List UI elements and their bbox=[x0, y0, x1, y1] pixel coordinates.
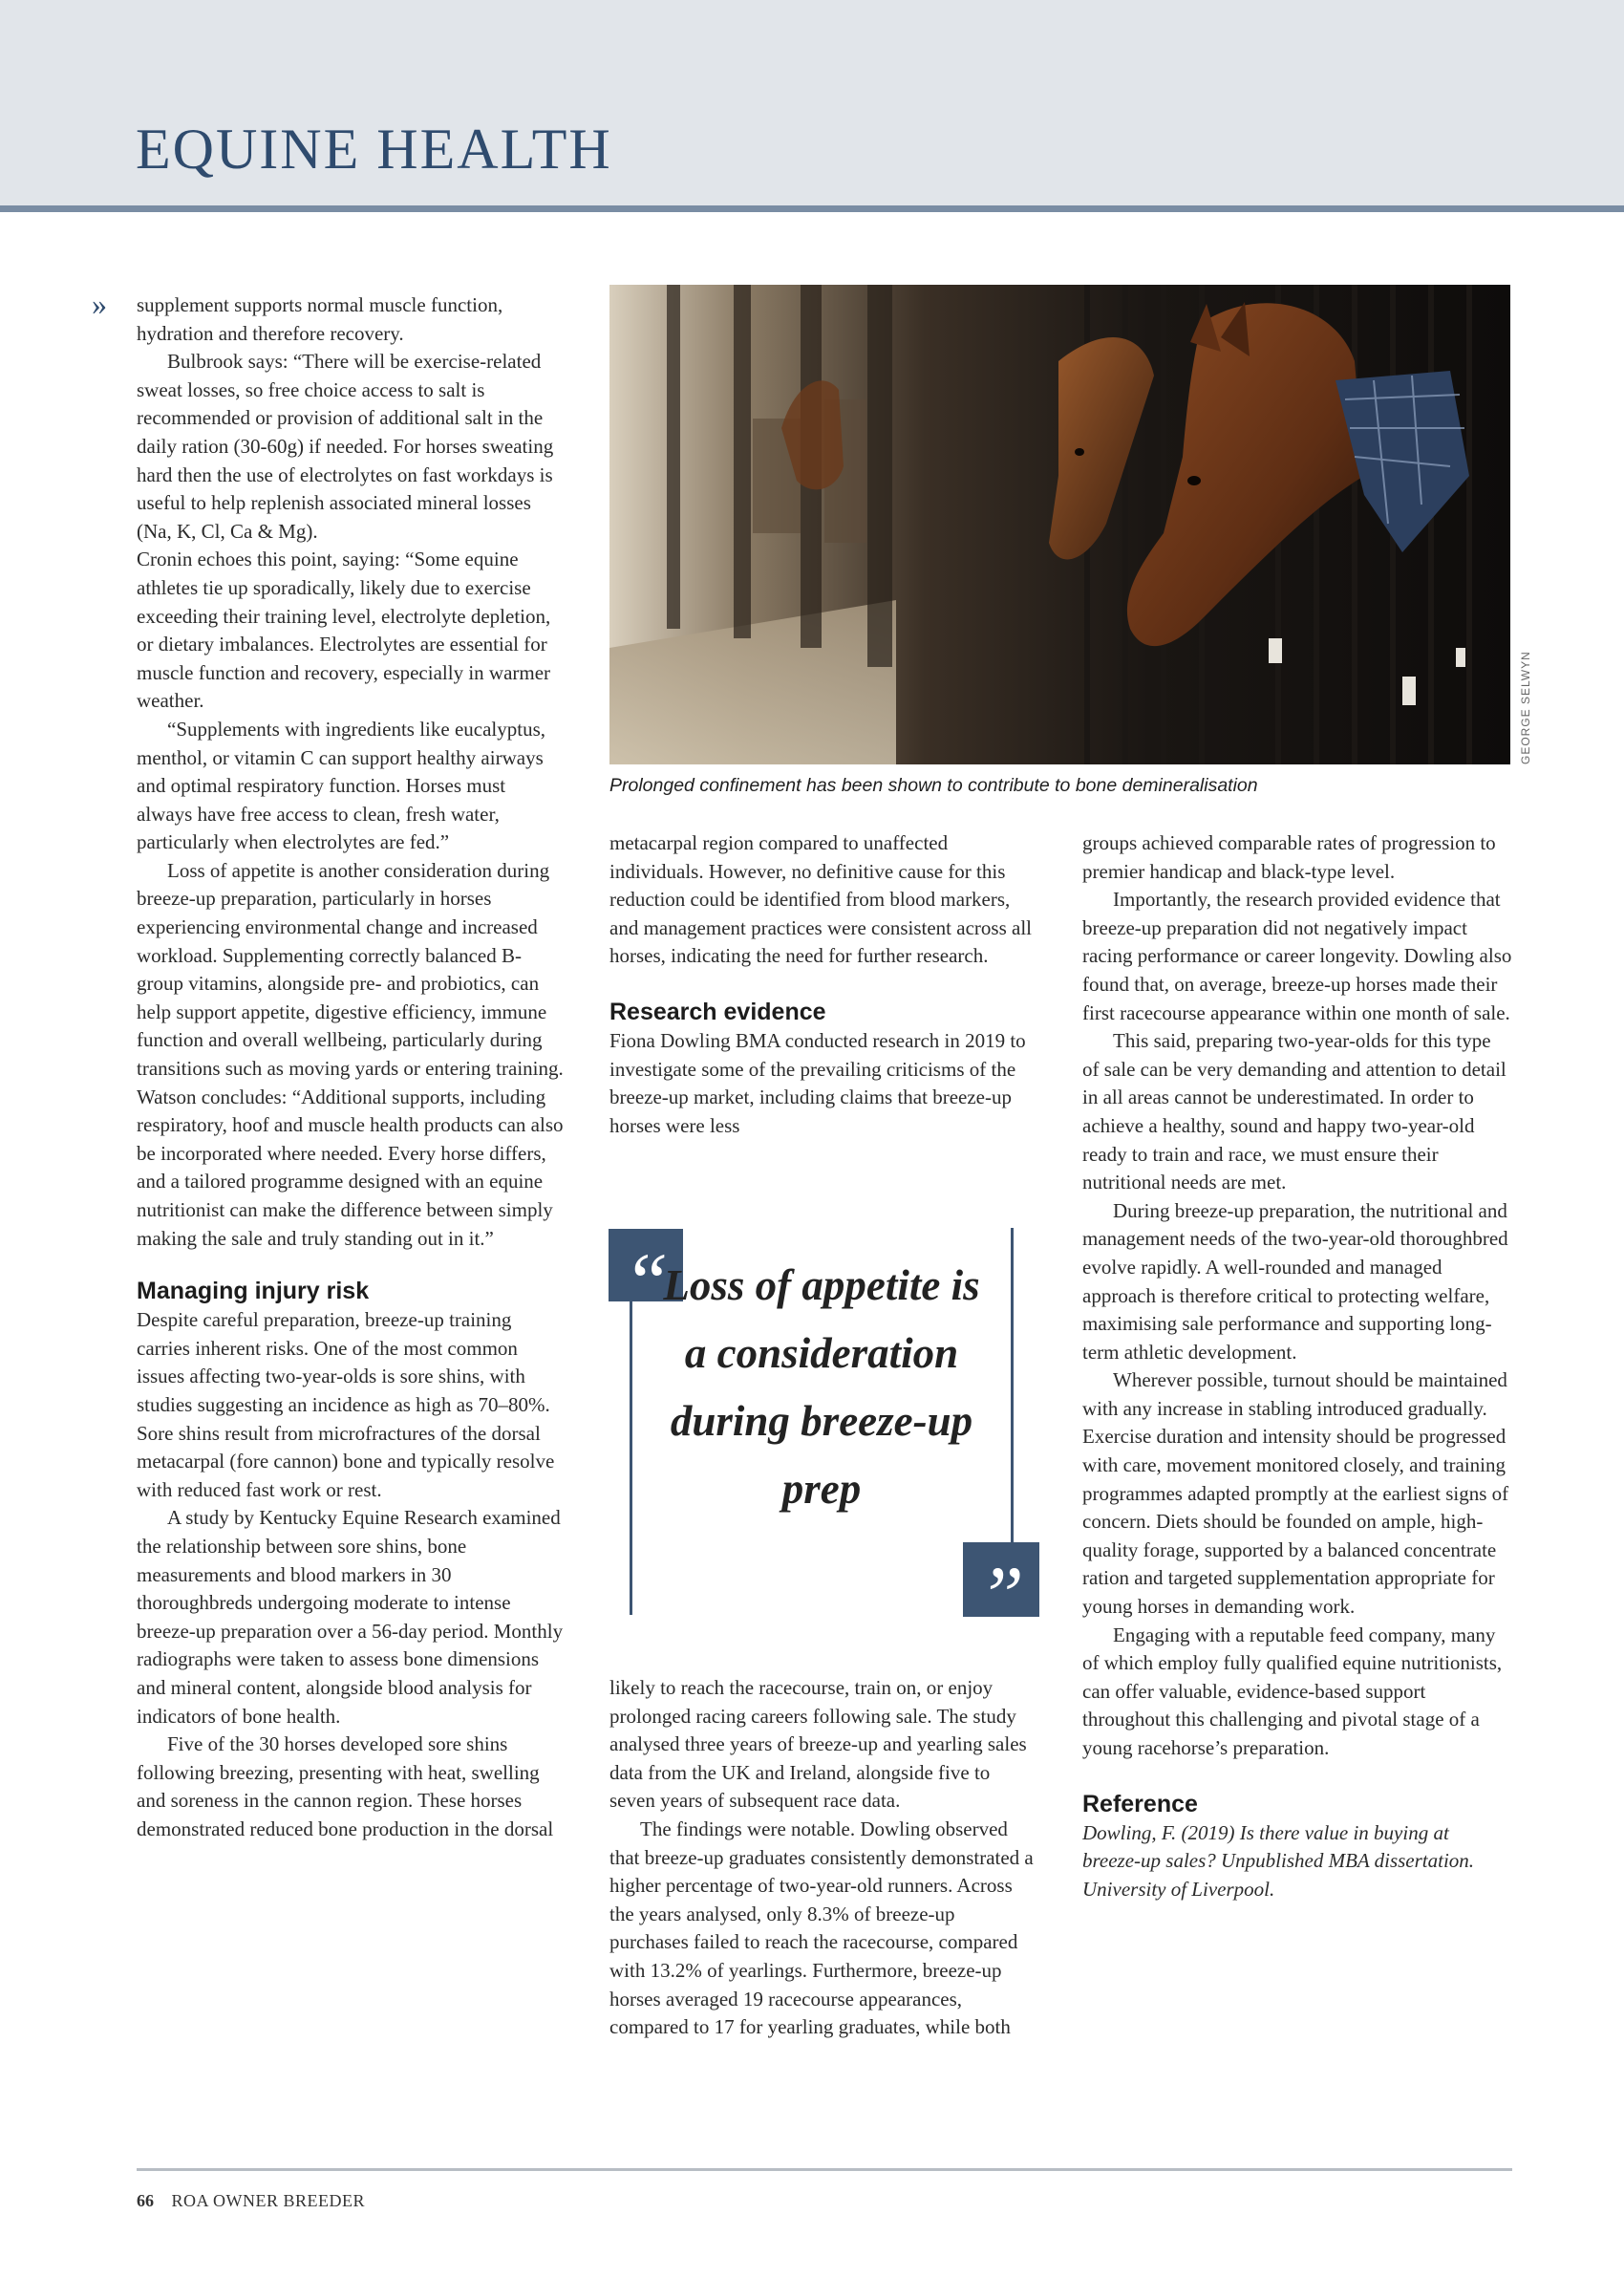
paragraph: metacarpal region compared to unaffected individuals. However, no definitive cause for this reduction could be identified from blood markers, and management practices were consistent across all horses, indicating the need for further research. bbox=[609, 831, 1032, 968]
photo-credit: GEORGE SELWYN bbox=[1519, 651, 1532, 764]
close-quote-icon: ” bbox=[963, 1542, 1039, 1617]
paragraph: Despite careful preparation, breeze-up training carries inherent risks. One of the most common issues affecting two-year-olds is sore shins, with studies suggesting an incidence as high as 70–80%. Sore shins result from microfractures of the dorsal metacarpal (fore cannon) bone and typically resolve with reduced fast work or rest. bbox=[137, 1308, 555, 1501]
paragraph: Watson concludes: “Additional supports, including respiratory, hoof and muscle health products can also be incorporated where needed. Every horse differs, and a tailored programme designed with an equine nutritionist can make the difference between simply making the sale and truly standing out in it.” bbox=[137, 1085, 564, 1250]
paragraph: A study by Kentucky Equine Research examined the relationship between sore shins, bone measurements and blood markers in 30 thoroughbreds undergoing moderate to intense breeze-up preparation over a 56-day period. Monthly radiographs were taken to assess bone dimensions and mineral content, alongside blood analysis for indicators of bone health. bbox=[137, 1506, 564, 1728]
subheading-research-evidence: Research evidence bbox=[609, 998, 826, 1025]
header-rule bbox=[0, 205, 1624, 212]
middle-column-bottom bbox=[609, 1674, 1037, 2042]
paragraph: Cronin echoes this point, saying: “Some equine athletes tie up sporadically, likely due to exercise exceeding their training level, electrolyte depletion, or dietary imbalances. Electrolytes are essential for muscle function and recovery, especially in warmer weather. bbox=[137, 548, 551, 713]
right-column bbox=[1082, 829, 1512, 1903]
publication-name: ROA OWNER BREEDER bbox=[171, 2191, 366, 2210]
subheading-managing-injury-risk: Managing injury risk bbox=[137, 1278, 370, 1305]
paragraph: Bulbrook says: “There will be exercise-related sweat losses, so free choice access to salt is recommended or provision of additional salt in the daily ration (30-60g) if needed. For horses sweating hard then the use of electrolytes on fast workdays is useful to help replenish associated mineral losses (Na, K, Cl, Ca & Mg). bbox=[137, 350, 554, 543]
paragraph: Wherever possible, turnout should be maintained with any increase in stabling introduced gradually. Exercise duration and intensity should be progressed with care, movement monitored closely, and training programmes adapted promptly at the earliest signs of concern. Diets should be founded on ample, high-quality forage, supported by a balanced concentrate ration and targeted supplementation appropriate for young horses in demanding work. bbox=[1082, 1368, 1509, 1619]
pull-quote-rule-right bbox=[1011, 1228, 1014, 1543]
stable-horses-photo bbox=[609, 285, 1510, 764]
paragraph: supplement supports normal muscle function, hydration and therefore recovery. bbox=[137, 293, 503, 345]
subheading-reference: Reference bbox=[1082, 1790, 1198, 1817]
reference-citation: Dowling, F. (2019) Is there value in buying at breeze-up sales? Unpublished MBA dissertation. University of Liverpool. bbox=[1082, 1820, 1475, 1901]
paragraph: This said, preparing two-year-olds for this type of sale can be very demanding and attention to detail in all areas cannot be underestimated. In order to achieve a healthy, sound and happy two-year-old ready to train and race, we must ensure their nutritional needs are met. bbox=[1082, 1029, 1506, 1194]
page-footer bbox=[137, 2191, 365, 2211]
paragraph: Five of the 30 horses developed sore shins following breezing, presenting with heat, swelling and soreness in the cannon region. These horses demonstrated reduced bone production in the dorsal bbox=[137, 1732, 554, 1840]
photo-caption: Prolonged confinement has been shown to contribute to bone demineralisation bbox=[609, 775, 1258, 796]
footer-rule bbox=[137, 2168, 1512, 2171]
paragraph: Loss of appetite is another consideration during breeze-up preparation, particularly in horses experiencing environmental change and increased workload. Supplementing correctly balanced B-group vitamins, alongside pre- and probiotics, can help support appetite, digestive efficiency, immune function and overall wellbeing, particularly during transitions such as moving yards or entering training. bbox=[137, 858, 564, 1081]
paragraph: “Supplements with ingredients like eucalyptus, menthol, or vitamin C can support healthy airways and optimal respiratory function. Horses must always have free access to clean, fresh water, particularly when electrolytes are fed.” bbox=[137, 717, 546, 854]
left-column bbox=[137, 291, 565, 1843]
section-title: EQUINE HEALTH bbox=[136, 118, 612, 181]
paragraph: Fiona Dowling BMA conducted research in 2019 to investigate some of the prevailing criticisms of the breeze-up market, including claims that breeze-up horses were less bbox=[609, 1028, 1026, 1137]
page-number: 66 bbox=[137, 2191, 154, 2210]
paragraph: The findings were notable. Dowling observed that breeze-up graduates consistently demonstrated a higher percentage of two-year-old runners. Across the years analysed, only 8.3% of breeze-up purchases failed to reach the racecourse, compared with 13.2% of yearlings. Furthermore, breeze-up horses averaged 19 racecourse appearances, compared to 17 for yearling graduates, while both bbox=[609, 1817, 1034, 2039]
paragraph: groups achieved comparable rates of progression to premier handicap and black-type level. bbox=[1082, 831, 1496, 883]
paragraph: likely to reach the racecourse, train on, or enjoy prolonged racing careers following sale. The study analysed three years of breeze-up and yearling sales data from the UK and Ireland, alongside five to seven years of subsequent race data. bbox=[609, 1676, 1027, 1813]
paragraph: Importantly, the research provided evidence that breeze-up preparation did not negatively impact racing performance or career longevity. Dowling also found that, on average, breeze-up horses made their first racecourse appearance within one month of sale. bbox=[1082, 888, 1512, 1024]
open-quote-icon: “ bbox=[609, 1229, 683, 1301]
continuation-mark-icon: » bbox=[92, 287, 107, 321]
pull-quote-text: Loss of appetite is a consideration during breeze-up prep bbox=[663, 1261, 980, 1513]
paragraph: Engaging with a reputable feed company, many of which employ fully qualified equine nutritionists, can offer valuable, evidence-based support throughout this challenging and pivotal stage of a young racehorse’s preparation. bbox=[1082, 1623, 1503, 1759]
middle-column-top bbox=[609, 829, 1037, 1140]
paragraph: During breeze-up preparation, the nutritional and management needs of the two-year-old thoroughbred evolve rapidly. A well-rounded and managed approach is therefore critical to protecting welfare, maximising sale performance and supporting long-term athletic development. bbox=[1082, 1198, 1508, 1364]
